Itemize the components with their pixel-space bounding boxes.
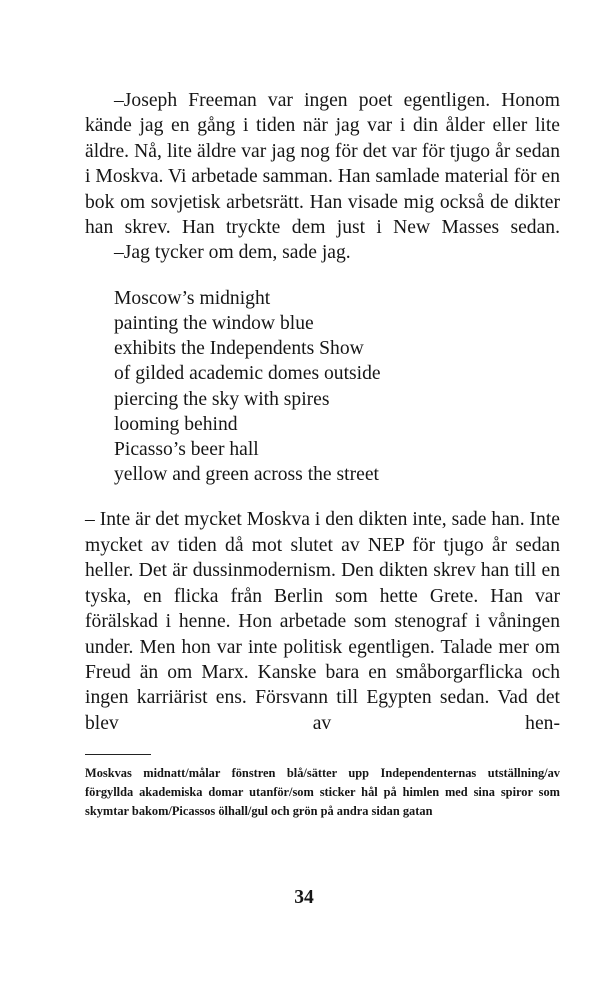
footnote-translation: Moskvas midnatt/målar fönstren blå/sätter upp Independenternas utställning/av förgyllda akademiska domar utanför/som sticker hål på himlen med sina spiror som skymtar bakom/Picassos ölhall/gul och grön på andra sidan gatan (85, 766, 560, 819)
poem-line: piercing the sky with spires (114, 388, 330, 410)
paragraph-joseph-freeman: –Joseph Freeman var ingen poet egentligen. Honom kände jag en gång i tiden när jag var i din ålder eller lite äldre. Nå, lite äldre var jag nog för det var för tjugo år sedan i Moskva. Vi arbetade samman. Han samlade material för en bok om sovjetisk arbetsrätt. Han visade mig också de dikter han skrev. Han tryckte dem just i New Masses sedan. (85, 90, 560, 239)
page-number: 34 (294, 887, 314, 908)
poem-line: Moscow’s midnight (114, 287, 271, 309)
paragraph-inte-ar-det: – Inte är det mycket Moskva i den dikten inte, sade han. Inte mycket av tiden då mot slutet av NEP för tjugo år sedan heller. Det är dussinmodernism. Den dikten skrev han till en tyska, en flicka från Berlin som hette Grete. Han var förälskad i henne. Hon arbetade som stenograf i våningen under. Men hon var inte politisk egentligen. Talade mer om Freud än om Marx. Kanske bara en småborgarflicka och ingen karriärist ens. Försvann till Egypten sedan. Vad det blev av hen- (85, 509, 560, 734)
poem-line: painting the window blue (114, 313, 314, 335)
poem-line: exhibits the Independents Show (114, 338, 364, 360)
poem-line: yellow and green across the street (114, 464, 379, 486)
poem-line: looming behind (114, 413, 238, 435)
footnote-rule (85, 754, 151, 755)
page-body (85, 88, 560, 821)
poem-line: Picasso’s beer hall (114, 439, 259, 461)
poem (114, 286, 560, 488)
paragraph-jag-tycker: –Jag tycker om dem, sade jag. (114, 242, 351, 264)
poem-line: of gilded academic domes outside (114, 363, 381, 385)
